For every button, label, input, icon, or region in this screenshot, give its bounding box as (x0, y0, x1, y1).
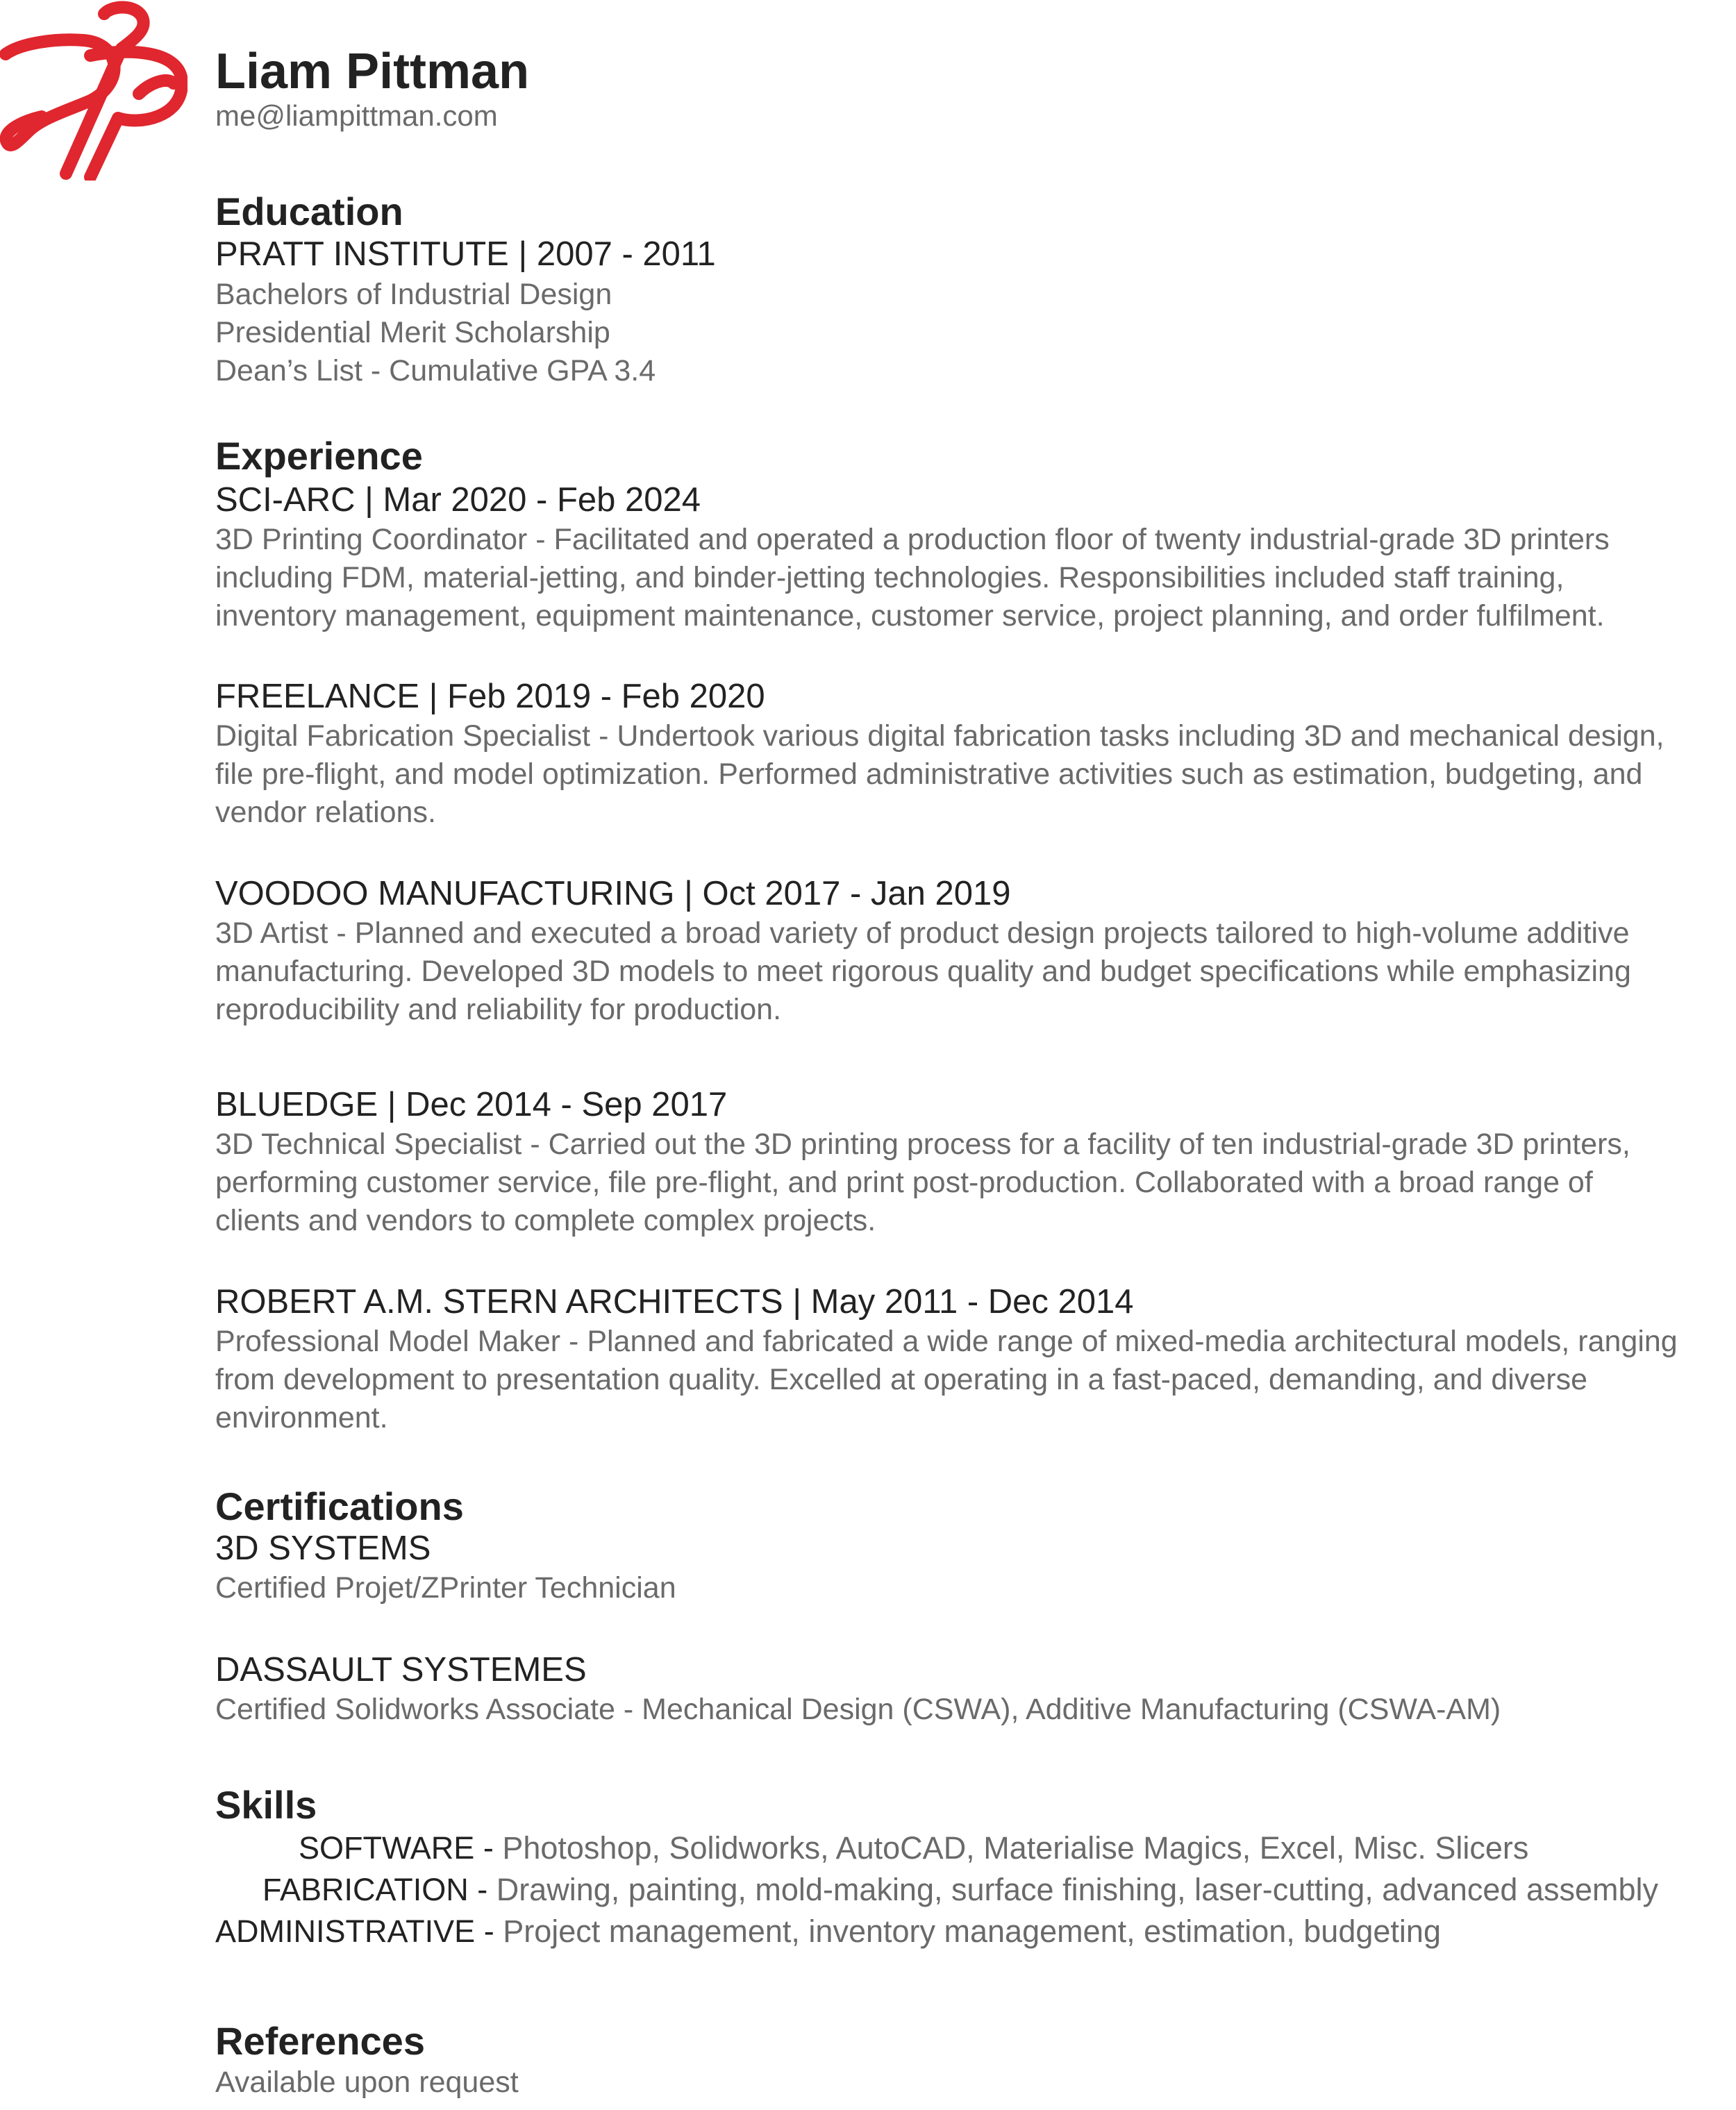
references-heading: References (215, 2019, 425, 2063)
experience-entry-line: file pre-flight, and model optimization. Performed administrative activities such as estimation, budgeting, and (215, 757, 1643, 791)
references-line: Available upon request (215, 2066, 519, 2099)
contact-email[interactable]: me@liampittman.com (215, 99, 498, 132)
skill-label: ADMINISTRATIVE (215, 1914, 476, 1949)
experience-entry-line: 3D Printing Coordinator - Facilitated and operated a production floor of twenty industrial-grade 3D printers (215, 523, 1610, 556)
certification-line: Certified Solidworks Associate - Mechanical Design (CSWA), Additive Manufacturing (CSWA-AM) (215, 1693, 1501, 1726)
experience-entry-title: BLUEDGE | Dec 2014 - Sep 2017 (215, 1086, 728, 1123)
education-school: PRATT INSTITUTE | 2007 - 2011 (215, 235, 716, 273)
experience-entry-line: inventory management, equipment maintenance, customer service, project planning, and order fulfilment. (215, 599, 1605, 633)
experience-entry-title: FREELANCE | Feb 2019 - Feb 2020 (215, 678, 765, 715)
education-line: Dean’s List - Cumulative GPA 3.4 (215, 354, 656, 387)
experience-entry-line: from development to presentation quality. Excelled at operating in a fast-paced, demanding, and diverse (215, 1363, 1588, 1396)
skill-value: Photoshop, Solidworks, AutoCAD, Materialise Magics, Excel, Misc. Slicers (502, 1830, 1529, 1866)
experience-entry-line: manufacturing. Developed 3D models to meet rigorous quality and budget specifications while emphasizing (215, 955, 1631, 988)
certification-line: Certified Projet/ZPrinter Technician (215, 1571, 676, 1605)
experience-entry-line: reproducibility and reliability for production. (215, 993, 782, 1026)
education-line: Presidential Merit Scholarship (215, 316, 610, 349)
certification-title: DASSAULT SYSTEMES (215, 1651, 587, 1689)
skill-row-administrative (215, 1911, 1441, 1952)
experience-entry-line: including FDM, material-jetting, and binder-jetting technologies. Responsibilities included staff training, (215, 561, 1564, 594)
experience-entry-line: Professional Model Maker - Planned and fabricated a wide range of mixed-media architectural models, ranging (215, 1325, 1678, 1358)
education-line: Bachelors of Industrial Design (215, 278, 612, 311)
skill-value: Project management, inventory management, estimation, budgeting (503, 1914, 1441, 1949)
candidate-name: Liam Pittman (215, 44, 530, 99)
lp-monogram-logo (0, 0, 187, 181)
certification-title: 3D SYSTEMS (215, 1530, 431, 1567)
experience-entry-line: environment. (215, 1401, 388, 1434)
skill-separator: - (468, 1872, 496, 1907)
experience-heading: Experience (215, 434, 423, 478)
experience-entry-line: 3D Artist - Planned and executed a broad variety of product design projects tailored to high-volume additive (215, 916, 1630, 950)
experience-entry-title: VOODOO MANUFACTURING | Oct 2017 - Jan 2019 (215, 875, 1011, 912)
skill-row-software (299, 1827, 1528, 1869)
skills-heading: Skills (215, 1783, 317, 1827)
experience-entry-line: clients and vendors to complete complex projects. (215, 1204, 876, 1237)
education-heading: Education (215, 190, 403, 233)
experience-entry-title: ROBERT A.M. STERN ARCHITECTS | May 2011 - Dec 2014 (215, 1283, 1134, 1321)
certifications-heading: Certifications (215, 1484, 464, 1528)
skill-value: Drawing, painting, mold-making, surface finishing, laser-cutting, advanced assembly (496, 1872, 1659, 1907)
experience-entry-line: vendor relations. (215, 796, 436, 829)
experience-entry-line: 3D Technical Specialist - Carried out the 3D printing process for a facility of ten industrial-grade 3D printers, (215, 1128, 1630, 1161)
skill-label: FABRICATION (262, 1872, 469, 1907)
experience-entry-line: performing customer service, file pre-flight, and print post-production. Collaborated with a broad range of (215, 1166, 1593, 1199)
experience-entry-title: SCI-ARC | Mar 2020 - Feb 2024 (215, 481, 701, 519)
skill-label: SOFTWARE (299, 1830, 475, 1866)
experience-entry-line: Digital Fabrication Specialist - Undertook various digital fabrication tasks including 3D and mechanical design, (215, 719, 1664, 753)
skill-row-fabrication (262, 1869, 1658, 1911)
skill-separator: - (475, 1914, 503, 1949)
skill-separator: - (474, 1830, 503, 1866)
